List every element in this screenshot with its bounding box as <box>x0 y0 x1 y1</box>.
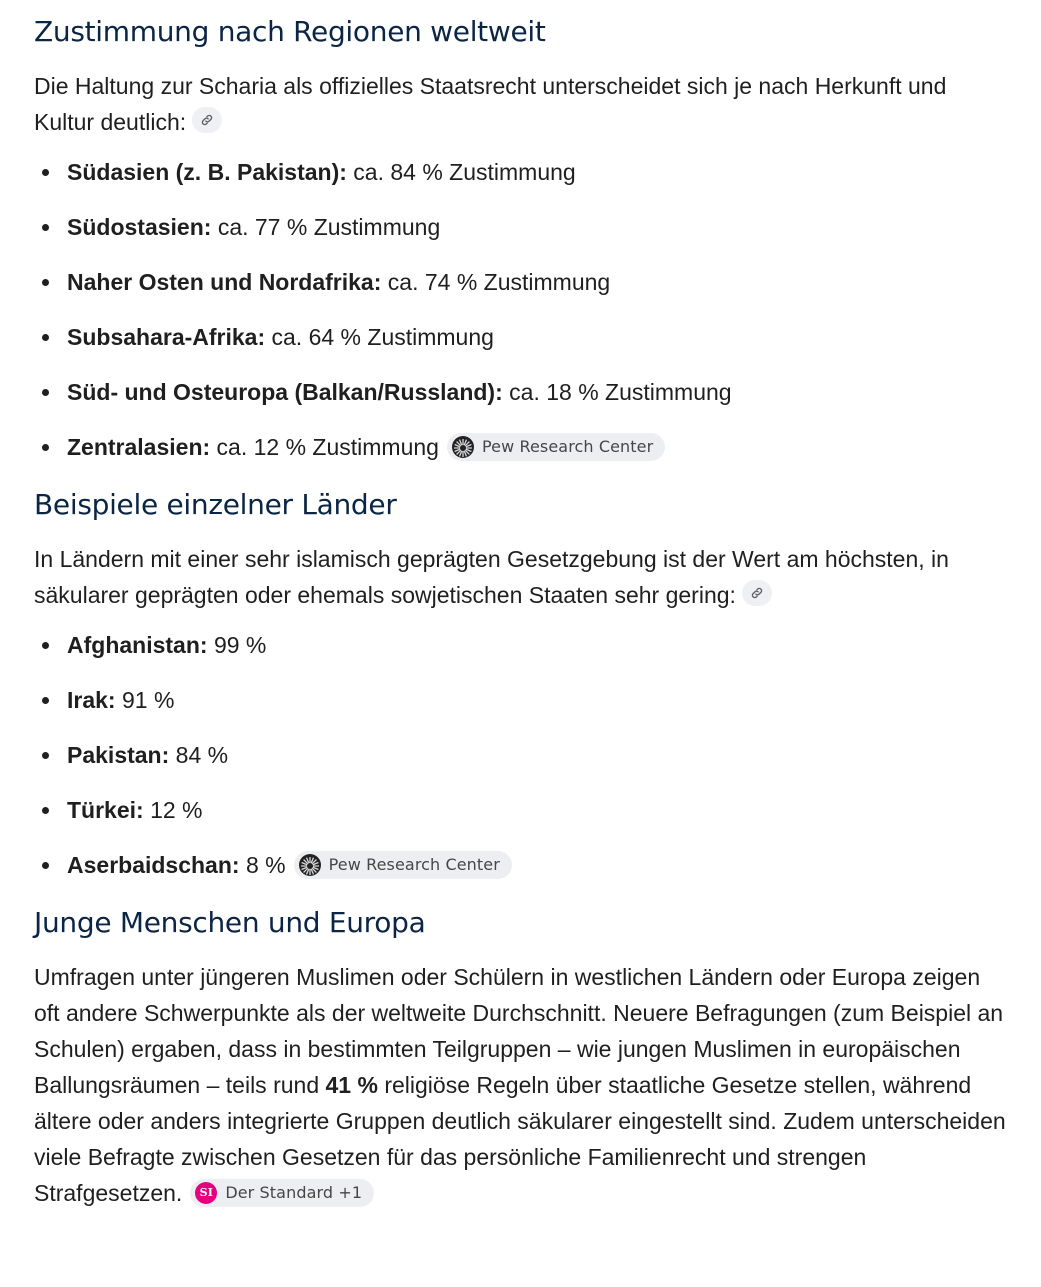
source-chip-pew[interactable] <box>447 433 665 461</box>
list-item <box>34 429 1009 465</box>
list-item-value: ca. 18 % Zustimmung <box>509 379 732 405</box>
section-heading-youth: Junge Menschen und Europa <box>34 906 426 939</box>
list-item-label: Zentralasien: <box>67 434 211 460</box>
section-intro-countries <box>34 541 1009 613</box>
list-item-value: 99 % <box>213 632 267 658</box>
pew-research-logo-icon <box>299 854 321 876</box>
list-item <box>34 682 1009 718</box>
list-item-value: ca. 64 % Zustimmung <box>271 324 494 350</box>
list-item-label: Pakistan: <box>67 742 170 768</box>
list-item-label: Aserbaidschan: <box>67 852 240 878</box>
list-item-label: Süd- und Osteuropa (Balkan/Russland): <box>67 379 503 405</box>
list-item-label: Naher Osten und Nordafrika: <box>67 269 382 295</box>
source-chip-label: Pew Research Center <box>328 854 500 874</box>
list-item-value: ca. 12 % Zustimmung <box>216 434 439 460</box>
list-item <box>34 209 1009 245</box>
list-item-value: 12 % <box>150 797 203 823</box>
link-icon <box>200 113 214 127</box>
body-highlight: 41 % <box>325 1072 378 1098</box>
section-heading-regions: Zustimmung nach Regionen weltweit <box>34 15 546 48</box>
list-item <box>34 792 1009 828</box>
link-icon <box>750 586 764 600</box>
list-item-label: Türkei: <box>67 797 144 823</box>
list-item-value: 91 % <box>121 687 175 713</box>
intro-text: In Ländern mit einer sehr islamisch geprägten Gesetzgebung ist der Wert am höchsten, in säkularer geprägten oder ehemals sowjetischen Staaten sehr gering: <box>34 546 949 608</box>
regions-list <box>34 154 1009 465</box>
source-chip-der-standard[interactable] <box>190 1179 374 1207</box>
intro-text: Die Haltung zur Scharia als offizielles Staatsrecht unterscheidet sich je nach Herkunft und Kultur deutlich: <box>34 73 947 135</box>
body-text-after: religiöse Regeln über staatliche Gesetze stellen, während ältere oder anders integrierte Gruppen deutlich säkularer eingestellt sind. Zudem unterscheiden viele Befragte zwischen Gesetzen für das persönliche Familienrecht und strengen Strafgesetzen. <box>34 1072 1006 1206</box>
list-item <box>34 319 1009 355</box>
source-chip-label: Der Standard +1 <box>225 1182 363 1202</box>
body-text-before: Umfragen unter jüngeren Muslimen oder Schülern in westlichen Ländern oder Europa zeigen oft andere Schwerpunkte als der weltweite Durchschnitt. Neuere Befragungen (zum Beispiel an Schulen) ergaben, dass in bestimmten Teilgruppen – wie jungen Muslimen in europäischen Ballungsräumen – teils rund <box>34 964 1004 1098</box>
link-chip[interactable] <box>192 107 222 133</box>
list-item-label: Irak: <box>67 687 116 713</box>
list-item <box>34 374 1009 410</box>
list-item-value: ca. 77 % Zustimmung <box>217 214 441 240</box>
pew-research-logo-icon <box>452 436 474 458</box>
list-item <box>34 154 1009 190</box>
source-chip-pew[interactable] <box>294 851 512 879</box>
list-item-value: ca. 74 % Zustimmung <box>387 269 611 295</box>
list-item-label: Südostasien: <box>67 214 212 240</box>
list-item <box>34 847 1009 883</box>
countries-list <box>34 627 1009 883</box>
section-intro-regions <box>34 68 1009 140</box>
source-chip-label: Pew Research Center <box>481 436 654 456</box>
list-item-value: ca. 84 % Zustimmung <box>353 159 576 185</box>
list-item-value: 84 % <box>175 742 229 768</box>
list-item-value: 8 % <box>245 852 286 878</box>
list-item-label: Afghanistan: <box>67 632 208 658</box>
section-heading-countries: Beispiele einzelner Länder <box>34 488 397 521</box>
link-chip[interactable] <box>742 580 772 606</box>
section-body-youth <box>34 959 1009 1211</box>
list-item <box>34 264 1009 300</box>
list-item-label: Subsahara-Afrika: <box>67 324 266 350</box>
der-standard-logo-icon: SI <box>195 1182 217 1204</box>
list-item <box>34 627 1009 663</box>
list-item-label: Südasien (z. B. Pakistan): <box>67 159 347 185</box>
list-item <box>34 737 1009 773</box>
